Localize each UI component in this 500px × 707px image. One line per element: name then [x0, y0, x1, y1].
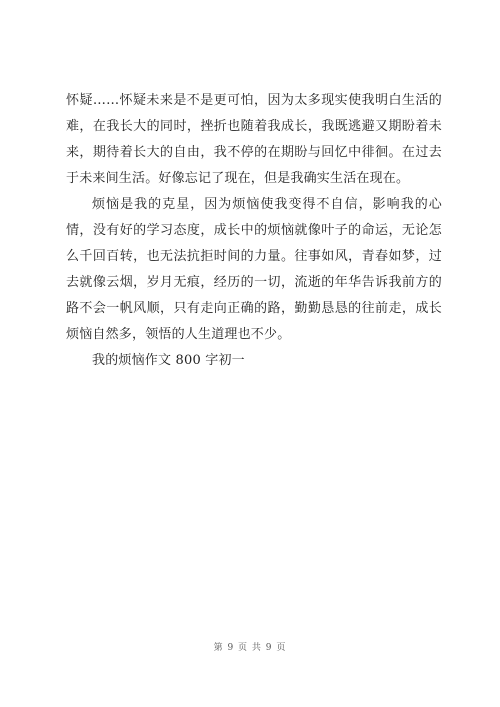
paragraph-1: 怀疑……怀疑未来是不是更可怕，因为太多现实使我明白生活的难，在我长大的同时，挫折也随着我成长，我既逃避又期盼着未来，期待着长大的自由，我不停的在期盼与回忆中徘徊。在过去于未来间生活。好像忘记了现在，但是我确实生活在现在。 — [66, 93, 442, 186]
next-article-title: 我的烦恼作文 800 字初一 — [92, 353, 245, 368]
page-footer: 第 9 页 共 9 页 — [213, 643, 287, 653]
paragraph-2: 烦恼是我的克星，因为烦恼使我变得不自信，影响我的心情，没有好的学习态度，成长中的烦恼就像叶子的命运，无论怎么千回百转，也无法抗拒时间的力量。往事如风，青春如梦，过去就像云烟，岁月无痕，经历的一切，流逝的年华告诉我前方的路不会一帆风顺，只有走向正确的路，勤勤恳恳的往前走，成长烦恼自然多，领悟的人生道理也不少。 — [66, 197, 442, 342]
document-body — [66, 88, 442, 374]
